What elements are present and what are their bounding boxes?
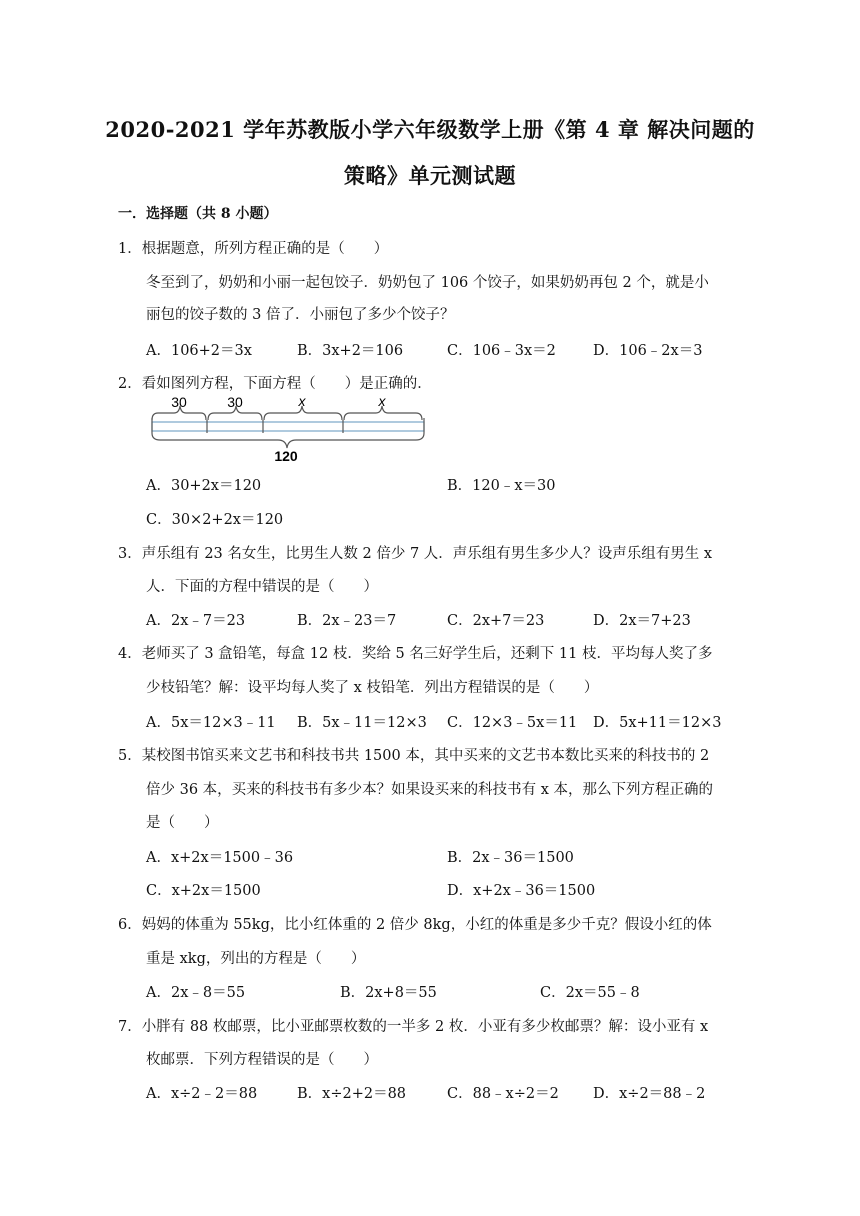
q6-stem-line2: 重是 xkg，列出的方程是（ ） xyxy=(146,951,366,967)
q2-segment-diagram xyxy=(146,396,436,464)
q7-option-d[interactable]: D．x÷2＝88﹣2 xyxy=(593,1086,706,1102)
q7-stem-line1: 7．小胖有 88 枚邮票，比小亚邮票枚数的一半多 2 枚．小亚有多少枚邮票？解：设小亚有 x xyxy=(118,1019,709,1035)
q6-option-b[interactable]: B．2x+8＝55 xyxy=(340,985,437,1001)
q1-option-b[interactable]: B．3x+2＝106 xyxy=(297,343,404,359)
q4-stem-line1: 4．老师买了 3 盒铅笔，每盒 12 枝．奖给 5 名三好学生后，还剩下 11 枝．平均每人奖了多 xyxy=(118,646,713,662)
segment-label-4: x xyxy=(378,396,386,409)
q1-option-c[interactable]: C．106﹣3x＝2 xyxy=(447,343,556,359)
q7-option-b[interactable]: B．x÷2+2＝88 xyxy=(297,1086,407,1102)
q7-option-c[interactable]: C．88﹣x÷2＝2 xyxy=(447,1086,559,1102)
q2-option-a[interactable]: A．30+2x＝120 xyxy=(146,478,262,494)
segment-label-1: 30 xyxy=(171,396,187,410)
segment-label-2: 30 xyxy=(227,396,243,410)
q7-option-a[interactable]: A．x÷2﹣2＝88 xyxy=(146,1086,258,1102)
q1-option-d[interactable]: D．106﹣2x＝3 xyxy=(593,343,703,359)
brace-total xyxy=(152,433,424,448)
q3-stem-line1: 3．声乐组有 23 名女生，比男生人数 2 倍少 7 人．声乐组有男生多少人？设声乐组有男生 x xyxy=(118,546,713,562)
q4-stem-line2: 少枝铅笔？解：设平均每人奖了 x 枝铅笔．列出方程错误的是（ ） xyxy=(146,680,599,696)
q4-option-c[interactable]: C．12×3﹣5x＝11 xyxy=(447,715,578,731)
q5-stem-line3: 是（ ） xyxy=(146,815,219,831)
document-title-line2: 策略》单元测试题 xyxy=(344,163,516,188)
section-heading: 一．选择题（共 8 小题） xyxy=(118,206,278,222)
q1-option-a[interactable]: A．106+2＝3x xyxy=(146,343,252,359)
document-title-line1: 2020-2021 学年苏教版小学六年级数学上册《第 4 章 解决问题的 xyxy=(105,117,755,142)
q4-option-d[interactable]: D．5x+11＝12×3 xyxy=(593,715,722,731)
q6-stem-line1: 6．妈妈的体重为 55kg，比小红体重的 2 倍少 8kg，小红的体重是多少千克？假设小红的体 xyxy=(118,917,712,933)
q6-option-c[interactable]: C．2x＝55﹣8 xyxy=(540,985,640,1001)
q4-option-a[interactable]: A．5x＝12×3﹣11 xyxy=(146,715,276,731)
q4-option-b[interactable]: B．5x﹣11＝12×3 xyxy=(297,715,427,731)
total-label: 120 xyxy=(274,448,298,464)
q5-option-c[interactable]: C．x+2x＝1500 xyxy=(146,883,261,899)
q2-stem: 2．看如图列方程，下面方程（ ）是正确的． xyxy=(118,376,432,392)
q1-text-line2: 丽包的饺子数的 3 倍了．小丽包了多少个饺子？ xyxy=(146,307,455,323)
q2-option-c[interactable]: C．30×2+2x＝120 xyxy=(146,512,284,528)
q5-option-d[interactable]: D．x+2x﹣36＝1500 xyxy=(447,883,596,899)
q3-stem-line2: 人．下面的方程中错误的是（ ） xyxy=(146,579,378,595)
q3-option-c[interactable]: C．2x+7＝23 xyxy=(447,613,545,629)
segment-label-3: x xyxy=(298,396,306,409)
q5-option-a[interactable]: A．x+2x＝1500﹣36 xyxy=(146,850,294,866)
q6-option-a[interactable]: A．2x﹣8＝55 xyxy=(146,985,246,1001)
q2-option-b[interactable]: B．120﹣x＝30 xyxy=(447,478,556,494)
q5-option-b[interactable]: B．2x﹣36＝1500 xyxy=(447,850,574,866)
q3-option-b[interactable]: B．2x﹣23＝7 xyxy=(297,613,397,629)
q3-option-a[interactable]: A．2x﹣7＝23 xyxy=(146,613,246,629)
q5-stem-line1: 5．某校图书馆买来文艺书和科技书共 1500 本，其中买来的文艺书本数比买来的科技书的 2 xyxy=(118,748,710,764)
q3-option-d[interactable]: D．2x＝7+23 xyxy=(593,613,691,629)
q1-text-line1: 冬至到了，奶奶和小丽一起包饺子．奶奶包了 106 个饺子，如果奶奶再包 2 个，就是小 xyxy=(146,275,709,291)
q7-stem-line2: 枚邮票．下列方程错误的是（ ） xyxy=(146,1052,378,1068)
q1-stem: 1．根据题意，所列方程正确的是（ ） xyxy=(118,241,389,257)
q5-stem-line2: 倍少 36 本，买来的科技书有多少本？如果设买来的科技书有 x 本，那么下列方程正确的 xyxy=(146,782,714,798)
